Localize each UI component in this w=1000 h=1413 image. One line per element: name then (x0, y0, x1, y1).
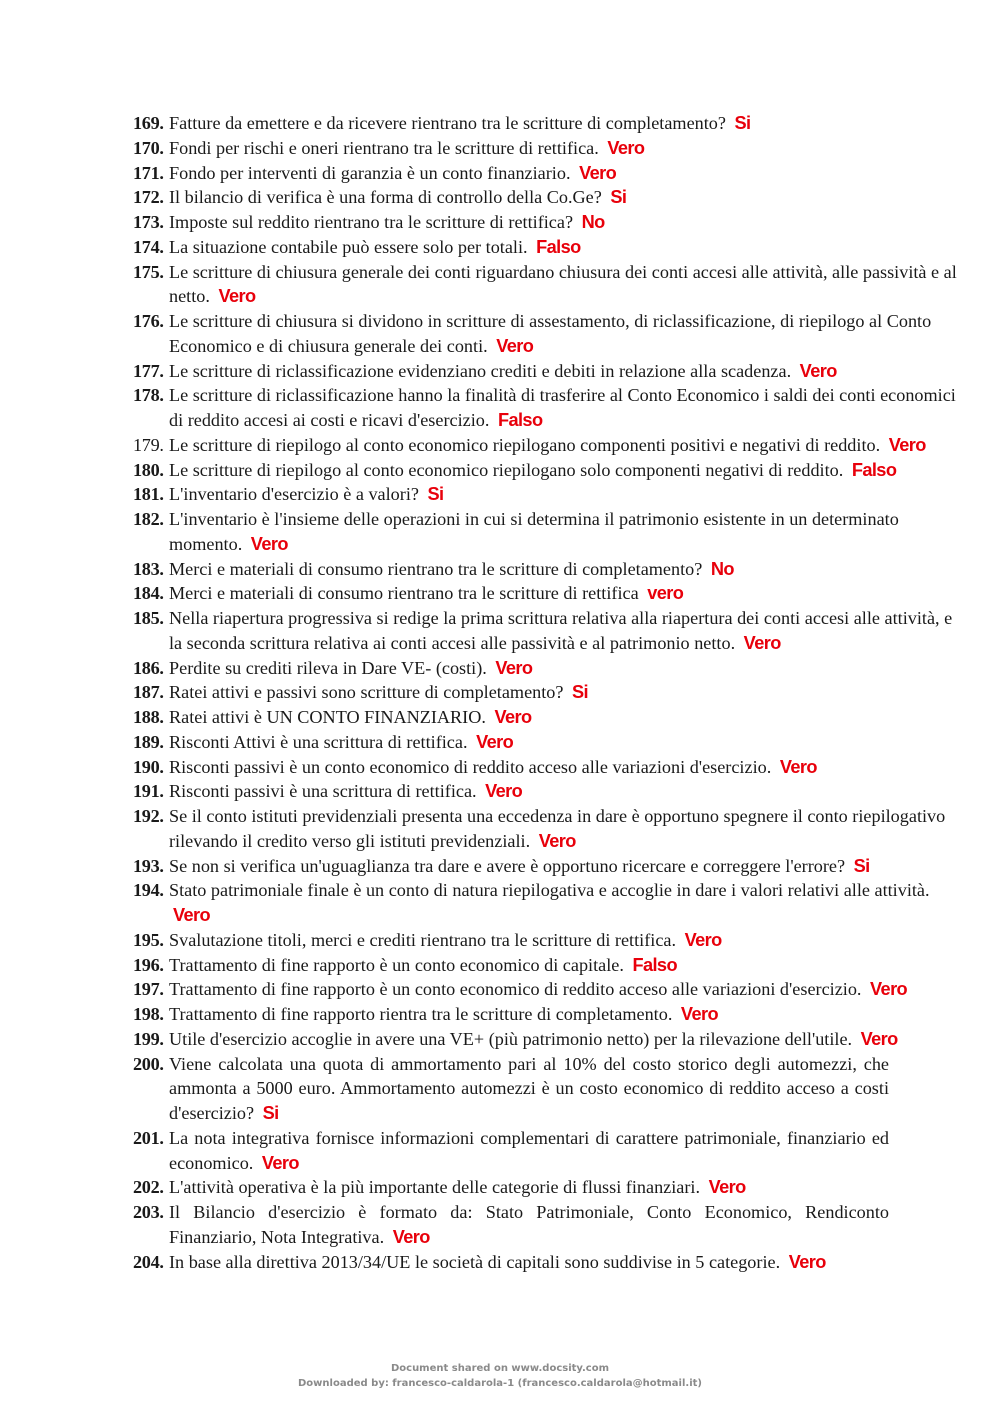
footer-downloaded-by: Downloaded by: francesco-caldarola-1 (francesco.caldarola@hotmail.it) (298, 1378, 702, 1389)
question-item (133, 953, 963, 978)
answer-label: Vero (485, 781, 523, 802)
question-item (133, 878, 963, 928)
question-number: 190. (133, 756, 164, 777)
answer-label: Vero (250, 533, 288, 554)
answer-label: Vero (538, 830, 576, 851)
question-text: L'inventario è l'insieme delle operazioni in cui si determina il patrimonio esistente in un determinato momento. (169, 509, 899, 554)
question-item (133, 260, 963, 310)
question-text: Perdite su crediti rileva in Dare VE- (costi). (169, 657, 487, 678)
question-number: 176. (133, 311, 164, 331)
answer-label: Vero (788, 1251, 826, 1272)
answer-label: Vero (476, 731, 514, 752)
question-text: Trattamento di fine rapporto è un conto economico di capitale. (169, 954, 624, 975)
question-text: Fondo per interventi di garanzia è un conto finanziario. (169, 162, 571, 183)
question-item (133, 235, 963, 260)
answer-label: Vero (684, 929, 722, 950)
answer-label: Vero (218, 286, 256, 307)
question-text: L'inventario d'esercizio è a valori? (169, 484, 419, 505)
answer-label: Si (572, 682, 588, 703)
question-item (133, 359, 963, 384)
question-item (133, 581, 963, 606)
question-number: 178. (133, 385, 164, 406)
question-text: Le scritture di chiusura si dividono in scritture di assestamento, di riclassificazione, di riepilogo al Conto Economico e di chiusura generale dei conti. (169, 311, 932, 356)
question-text: Trattamento di fine rapporto rientra tra le scritture di completamento. (169, 1004, 673, 1024)
question-number: 172. (133, 187, 164, 208)
question-item (133, 928, 963, 953)
question-item (133, 854, 963, 879)
question-number: 188. (133, 707, 164, 727)
answer-label: vero (647, 583, 684, 604)
question-number: 203. (133, 1202, 164, 1222)
question-item (133, 755, 963, 780)
question-text: Merci e materiali di consumo rientrano tra le scritture di completamento? (169, 558, 703, 579)
question-number: 171. (133, 162, 164, 183)
question-text: Le scritture di riclassificazione hanno la finalità di trasferire al Conto Economico i saldi dei conti economici di reddito accesi ai costi e ricavi d'esercizio. (169, 385, 956, 430)
question-item (133, 309, 963, 359)
question-number: 204. (133, 1251, 164, 1272)
question-number: 191. (133, 781, 164, 802)
answer-label: No (710, 558, 734, 579)
question-item (133, 1175, 963, 1200)
answer-label: Vero (494, 707, 532, 727)
question-text: La nota integrativa fornisce informazioni complementari di carattere patrimoniale, finanziario ed economico. (169, 1127, 889, 1173)
question-item (133, 482, 963, 507)
question-number: 200. (133, 1053, 164, 1074)
question-number: 179. (133, 434, 164, 455)
question-number: 169. (133, 113, 164, 133)
question-item (133, 161, 963, 186)
answer-label: Vero (708, 1177, 746, 1198)
question-item (133, 136, 963, 161)
question-number: 189. (133, 731, 164, 752)
question-item (133, 383, 963, 433)
question-item (133, 1027, 963, 1052)
question-text: Le scritture di chiusura generale dei conti riguardano chiusura dei conti accesi alle attività, alle passività e al netto. (169, 261, 957, 307)
answer-label: Falso (536, 236, 581, 257)
question-item (133, 1002, 963, 1027)
answer-label: Vero (579, 162, 617, 183)
question-text: L'attività operativa è la più importante delle categorie di flussi finanziari. (169, 1177, 701, 1198)
question-text: Imposte sul reddito rientrano tra le scritture di rettifica? (169, 212, 574, 232)
question-number: 202. (133, 1177, 164, 1198)
answer-label: Si (427, 484, 444, 505)
question-text: La situazione contabile può essere solo per totali. (169, 236, 528, 257)
answer-label: Si (262, 1103, 279, 1123)
answer-label: Vero (680, 1004, 718, 1024)
answer-label: Vero (799, 360, 837, 381)
answer-label: Vero (888, 434, 926, 455)
question-item (133, 210, 963, 235)
question-item (133, 730, 963, 755)
question-number: 175. (133, 261, 164, 282)
question-text: Utile d'esercizio accoglie in avere una VE+ (più patrimonio netto) per la rilevazione dell'utile. (169, 1028, 853, 1049)
question-item (133, 1126, 889, 1176)
question-item (133, 680, 963, 705)
question-item (133, 804, 963, 854)
question-item (133, 507, 963, 557)
answer-label: No (581, 212, 605, 232)
answer-label: Si (734, 113, 751, 133)
question-text: Trattamento di fine rapporto è un conto economico di reddito acceso alle variazioni d'esercizio. (169, 979, 862, 1000)
question-number: 183. (133, 558, 164, 579)
answer-label: Vero (173, 905, 211, 925)
question-number: 173. (133, 212, 164, 232)
answer-label: Vero (607, 137, 645, 158)
answer-label: Si (610, 187, 627, 208)
question-text: Ratei attivi e passivi sono scritture di completamento? (169, 682, 564, 703)
answer-label: Falso (851, 459, 897, 480)
question-number: 199. (133, 1028, 164, 1049)
question-number: 195. (133, 929, 164, 950)
question-text: Se il conto istituti previdenziali presenta una eccedenza in dare è opportuno spegnere il conto riepilogativo rilevando il credito verso gli istituti previdenziali. (169, 806, 946, 851)
question-number: 192. (133, 806, 164, 826)
question-item (133, 656, 963, 681)
question-number: 182. (133, 509, 164, 529)
question-number: 196. (133, 954, 164, 975)
answer-label: Vero (743, 632, 781, 653)
question-item (133, 705, 963, 730)
question-text: Viene calcolata una quota di ammortamento pari al 10% del costo storico degli automezzi, che ammonta a 5000 euro. Ammortamento automezzi è un costo economico di reddito acceso a costi d'esercizio? (169, 1053, 889, 1123)
question-text: Risconti Attivi è una scrittura di rettifica. (169, 731, 468, 752)
question-item (133, 458, 963, 483)
question-text: In base alla direttiva 2013/34/UE le società di capitali sono suddivise in 5 categorie. (169, 1251, 781, 1272)
question-number: 198. (133, 1004, 164, 1024)
question-item (133, 1250, 963, 1275)
question-number: 186. (133, 657, 164, 678)
question-item (133, 557, 963, 582)
question-number: 193. (133, 855, 164, 876)
question-item (133, 1200, 889, 1250)
question-number: 174. (133, 236, 164, 257)
question-item (133, 606, 963, 656)
question-text: Svalutazione titoli, merci e crediti rientrano tra le scritture di rettifica. (169, 929, 677, 950)
question-number: 187. (133, 682, 164, 703)
question-text: Fondi per rischi e oneri rientrano tra le scritture di rettifica. (169, 137, 599, 158)
question-text: Le scritture di riclassificazione evidenziano crediti e debiti in relazione alla scadenza. (169, 360, 792, 381)
question-item (133, 977, 963, 1002)
question-item (133, 111, 963, 136)
question-text: Nella riapertura progressiva si redige la prima scrittura relativa alla riapertura dei conti accesi alle attività, e la seconda scrittura relativa ai conti accesi alle passività e al patrimonio netto. (169, 608, 953, 653)
question-text: Le scritture di riepilogo al conto economico riepilogano componenti positivi e negativi di reddito. (169, 434, 881, 455)
question-number: 194. (133, 880, 164, 901)
answer-label: Falso (632, 954, 677, 975)
question-text: Merci e materiali di consumo rientrano tra le scritture di rettifica (169, 583, 639, 604)
question-number: 185. (133, 608, 164, 628)
answer-label: Vero (779, 756, 817, 777)
question-text: Fatture da emettere e da ricevere rientrano tra le scritture di completamento? (169, 113, 726, 133)
question-text: Stato patrimoniale finale è un conto di natura riepilogativa e accoglie in dare i valori relativi alle attività. (169, 880, 930, 901)
question-text: Il bilancio di verifica è una forma di controllo della Co.Ge? (169, 187, 602, 208)
question-list (133, 111, 963, 1274)
question-item (133, 1052, 889, 1126)
question-text: Il Bilancio d'esercizio è formato da: Stato Patrimoniale, Conto Economico, Rendiconto Finanziario, Nota Integrativa. (169, 1202, 889, 1247)
answer-label: Vero (261, 1152, 299, 1173)
answer-label: Vero (392, 1226, 430, 1247)
question-number: 180. (133, 459, 164, 480)
question-number: 201. (133, 1127, 164, 1148)
question-number: 184. (133, 583, 164, 604)
question-item (133, 185, 963, 210)
answer-label: Vero (495, 657, 533, 678)
question-number: 181. (133, 484, 164, 505)
question-item (133, 433, 963, 458)
answer-label: Vero (860, 1028, 898, 1049)
answer-label: Si (853, 855, 870, 876)
answer-label: Falso (497, 410, 543, 430)
footer-shared-on: Document shared on www.docsity.com (390, 1363, 610, 1374)
question-text: Se non si verifica un'uguaglianza tra dare e avere è opportuno ricercare e correggere l'errore? (169, 855, 846, 876)
question-text: Risconti passivi è una scrittura di rettifica. (169, 781, 477, 802)
question-number: 197. (133, 979, 164, 1000)
question-number: 177. (133, 360, 164, 381)
answer-label: Vero (870, 979, 908, 1000)
question-text: Le scritture di riepilogo al conto economico riepilogano solo componenti negativi di reddito. (169, 459, 844, 480)
question-number: 170. (133, 137, 164, 158)
question-item (133, 779, 963, 804)
question-text: Risconti passivi è un conto economico di reddito acceso alle variazioni d'esercizio. (169, 756, 772, 777)
question-text: Ratei attivi è UN CONTO FINANZIARIO. (169, 707, 486, 727)
answer-label: Vero (496, 335, 534, 356)
